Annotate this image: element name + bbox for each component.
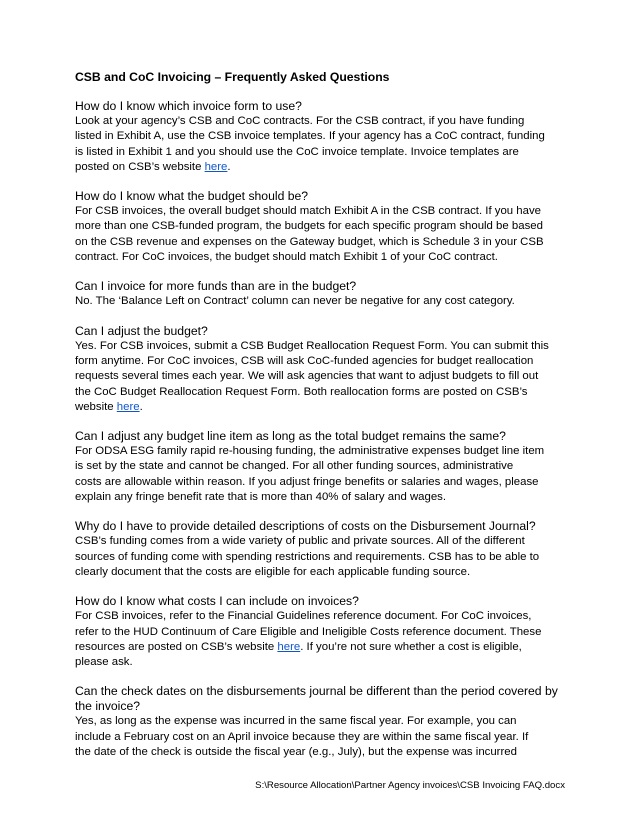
- document-footer-path: S:\Resource Allocation\Partner Agency invoices\CSB Invoicing FAQ.docx: [255, 780, 565, 791]
- document-title: CSB and CoC Invoicing – Frequently Asked Questions: [75, 70, 390, 84]
- answer-line: listed in Exhibit A, use the CSB invoice templates. If your agency has a CoC contract, funding: [75, 130, 545, 143]
- faq-answer: [75, 444, 570, 505]
- answer-line: please ask.: [75, 656, 133, 669]
- faq-item: [75, 594, 570, 670]
- answer-line: [75, 160, 570, 175]
- answer-line: costs are allowable within reason. If you adjust fringe benefits or salaries and wages, please: [75, 475, 539, 488]
- faq-item: [75, 279, 570, 309]
- faq-item: [75, 99, 570, 175]
- answer-text: posted on CSB’s website: [75, 160, 205, 173]
- invoice-templates-link[interactable]: here: [204, 160, 228, 173]
- faq-item: [75, 429, 570, 505]
- faq-answer: [75, 609, 570, 670]
- answer-text: .: [139, 400, 143, 413]
- faq-item: [75, 189, 570, 265]
- answer-line: [75, 640, 570, 655]
- answer-text: . If you’re not sure whether a cost is eligible,: [300, 640, 522, 653]
- faq-question: Why do I have to provide detailed descriptions of costs on the Disbursement Journal?: [75, 519, 536, 534]
- answer-line: Yes. For CSB invoices, submit a CSB Budget Reallocation Request Form. You can submit this: [75, 339, 549, 352]
- answer-line: is set by the state and cannot be changed. For all other funding sources, administrative: [75, 460, 514, 473]
- answer-text: resources are posted on CSB’s website: [75, 640, 278, 653]
- answer-line: CSB’s funding comes from a wide variety of public and private sources. All of the different: [75, 535, 525, 548]
- faq-question: How do I know which invoice form to use?: [75, 99, 302, 113]
- faq-answer: [75, 339, 570, 415]
- answer-line: [75, 400, 570, 415]
- answer-line: more than one CSB-funded program, the budgets for each specific program should be based: [75, 220, 543, 233]
- answer-text: .: [227, 160, 231, 173]
- answer-line: clearly document that the costs are eligible for each applicable funding source.: [75, 565, 471, 578]
- faq-question: Can I adjust the budget?: [75, 323, 208, 338]
- answer-line: For CSB invoices, refer to the Financial Guidelines reference document. For CoC invoices,: [75, 610, 532, 623]
- answer-line: sources of funding come with spending restrictions and requirements. CSB has to be able to: [75, 550, 540, 563]
- answer-line: on the CSB revenue and expenses on the Gateway budget, which is Schedule 3 in your CSB: [75, 235, 544, 248]
- faq-answer: [75, 204, 570, 265]
- faq-item: [75, 324, 570, 415]
- faq-answer: [75, 114, 570, 175]
- faq-answer: [75, 714, 570, 760]
- answer-line: refer to the HUD Continuum of Care Eligible and Ineligible Costs reference document. These: [75, 625, 542, 638]
- faq-answer: [75, 294, 570, 309]
- document-body: [75, 70, 570, 774]
- answer-line: the date of the check is outside the fiscal year (e.g., July), but the expense was incurred: [75, 746, 517, 759]
- answer-line: Look at your agency’s CSB and CoC contracts. For the CSB contract, if you have funding: [75, 115, 525, 127]
- answer-line: form anytime. For CoC invoices, CSB will ask CoC-funded agencies for budget reallocation: [75, 354, 534, 367]
- answer-line: requests several times each year. We will ask agencies that want to adjust budgets to fill out: [75, 370, 539, 383]
- eligible-costs-link[interactable]: here: [277, 640, 301, 653]
- faq-question: Can the check dates on the disbursements journal be different than the period covered by the invoice?: [75, 684, 558, 714]
- answer-line: For ODSA ESG family rapid re-housing funding, the administrative expenses budget line item: [75, 445, 545, 458]
- answer-line: explain any fringe benefit rate that is more than 40% of salary and wages.: [75, 491, 447, 504]
- reallocation-forms-link[interactable]: here: [116, 400, 140, 413]
- faq-question: How do I know what costs I can include on invoices?: [75, 594, 359, 609]
- faq-question: Can I adjust any budget line item as long as the total budget remains the same?: [75, 429, 506, 444]
- answer-line: is listed in Exhibit 1 and you should use the CoC invoice template. Invoice templates are: [75, 145, 519, 158]
- answer-line: include a February cost on an April invoice because they are within the same fiscal year. If: [75, 730, 529, 743]
- answer-line: the CoC Budget Reallocation Request Form. Both reallocation forms are posted on CSB’s: [75, 385, 528, 398]
- answer-line: contract. For CoC invoices, the budget should match Exhibit 1 of your CoC contract.: [75, 251, 498, 264]
- answer-line: For CSB invoices, the overall budget should match Exhibit A in the CSB contract. If you have: [75, 205, 541, 218]
- answer-line: No. The ‘Balance Left on Contract’ column can never be negative for any cost category.: [75, 295, 515, 308]
- faq-question: Can I invoice for more funds than are in the budget?: [75, 279, 357, 294]
- faq-question: How do I know what the budget should be?: [75, 189, 309, 204]
- faq-item: [75, 684, 570, 760]
- faq-answer: [75, 534, 570, 580]
- answer-line: Yes, as long as the expense was incurred in the same fiscal year. For example, you can: [75, 715, 517, 728]
- answer-text: website: [75, 400, 117, 413]
- faq-item: [75, 519, 570, 580]
